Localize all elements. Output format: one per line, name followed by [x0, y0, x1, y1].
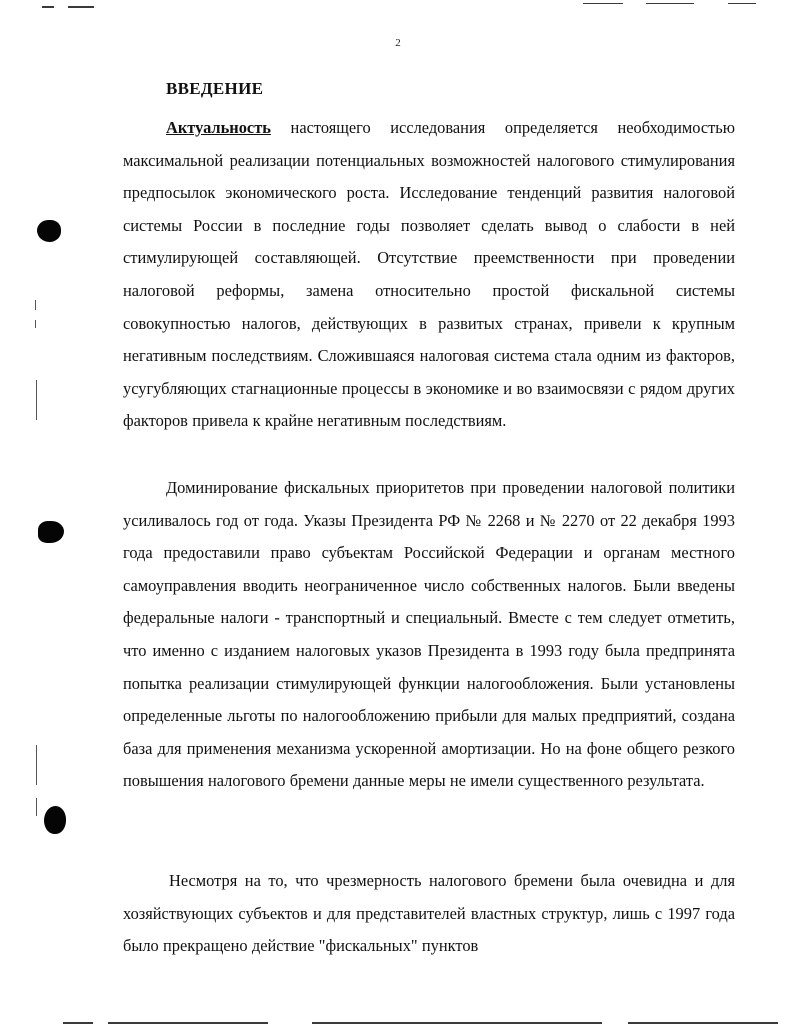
hole-punch-mark: [44, 806, 66, 834]
scan-edge-bottom-2: [108, 1022, 268, 1024]
section-heading: ВВЕДЕНИЕ: [166, 79, 264, 98]
page-number: 2: [395, 37, 401, 49]
scan-edge-top-right: [583, 3, 623, 4]
margin-line-4: [36, 745, 37, 785]
margin-line-5: [36, 798, 37, 816]
hole-punch-mark: [37, 220, 61, 242]
paragraph-tax-burden: Несмотря на то, что чрезмерность налогового бремени была очевидна и для хозяйствующих субъектов и для представителей властных структур, лишь с 1997 года было прекращено действие "фискальных" пунктов: [123, 871, 735, 956]
paragraph-fiscal-priorities: Доминирование фискальных приоритетов при проведении налоговой политики усиливалось год от года. Указы Президента РФ № 2268 и № 2270 от 22 декабря 1993 года предоставили право субъектам Российской Федерации и органам местного самоуправления вводить неограниченное число собственных налогов. Были введены федеральные налоги - транспортный и специальный. Вместе с тем следует отметить, что именно с изданием налоговых указов Президента в 1993 году была предпринята попытка реализации стимулирующей функции налогообложения. Были установлены определенные льготы по налогообложению прибыли для малых предприятий, создана база для применения механизма ускоренной амортизации. Но на фоне общего резкого повышения налогового бремени данные меры не имели существенного результата.: [123, 478, 735, 791]
paragraph-relevance: [123, 112, 735, 438]
margin-line-2: [35, 320, 36, 328]
scan-edge-bottom-1: [63, 1022, 93, 1024]
scan-edge-top-left: [42, 6, 54, 8]
margin-line-3: [36, 380, 37, 420]
margin-line-1: [35, 300, 36, 310]
scan-edge-top-left-2: [68, 6, 94, 8]
scan-edge-top-right-2: [646, 3, 694, 4]
hole-punch-mark: [38, 521, 64, 543]
scan-edge-top-right-3: [728, 3, 756, 4]
paragraph-text: настоящего исследования определяется необходимостью максимальной реализации потенциальных возможностей налогового стимулирования предпосылок экономического роста. Исследование тенденций развития налоговой системы России в последние годы позволяет сделать вывод о слабости в ней стимулирующей составляющей. Отсутствие преемственности при проведении налоговой реформы, замена относительно простой фискальной системы совокупностью налогов, действующих в развитых странах, привели к крупным негативным последствиям. Сложившаяся налоговая система стала одним из факторов, усугубляющих стагнационные процессы в экономике и во взаимосвязи с рядом других факторов привела к крайне негативным последствиям.: [123, 118, 735, 431]
scan-edge-bottom-3: [312, 1022, 602, 1024]
paragraph-lead-term: Актуальность: [166, 118, 271, 137]
scan-edge-bottom-4: [628, 1022, 778, 1024]
